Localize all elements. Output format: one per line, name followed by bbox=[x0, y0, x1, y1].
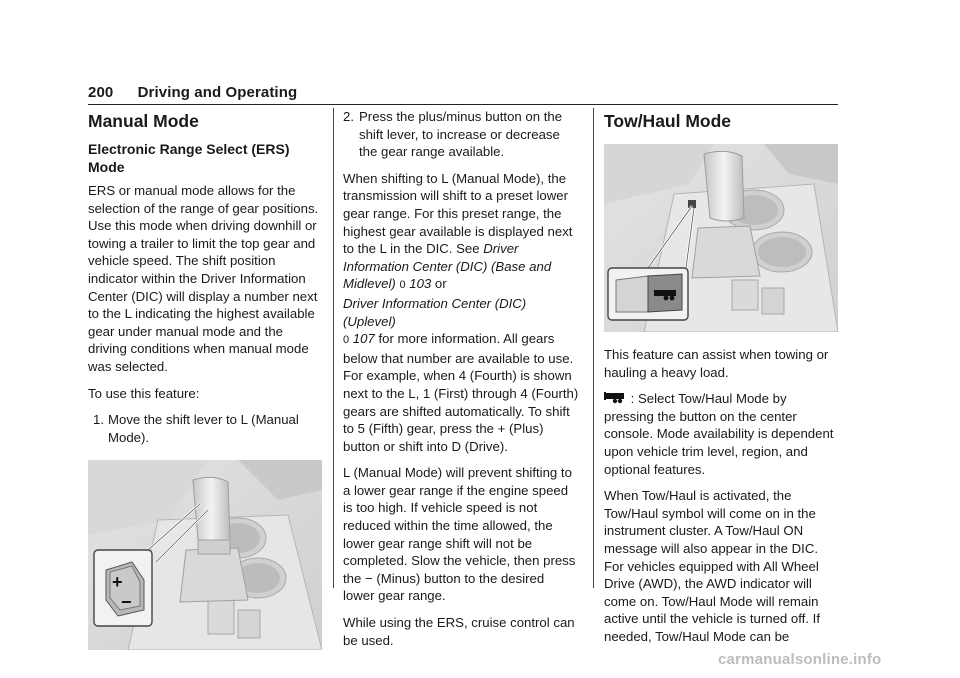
step-2-text: Press the plus/minus button on the shift lever, to increase or decrease the gear range available. bbox=[359, 109, 563, 160]
shifting-paragraph bbox=[343, 170, 579, 456]
shifting-text-b: for more information. All gears below that number are available to use. For example, when 4 (Fourth) is shown next to the L, 1 (First) through 4 (Fourth) gears are shifted automatically. To shift to 5 (Fifth) gear, press the + (Plus) button or shift into D (Drive). bbox=[343, 331, 579, 454]
column-1 bbox=[88, 108, 324, 650]
ers-paragraph: ERS or manual mode allows for the selection of the range of gear positions. Use this mode when driving downhill or towing a trailer to limit the top gear and vehicle speed. The shift position indicator within the Driver Information Center (DIC) will display a number next to the L indicating the highest available gear under manual mode and the driving conditions when manual mode was selected. bbox=[88, 183, 319, 374]
tow-haul-button-illustration bbox=[604, 144, 838, 332]
tow-select-text: : Select Tow/Haul Mode by pressing the button on the center console. Mode availability is dependent upon vehicle trim level, region, and optional features. bbox=[604, 391, 834, 477]
step-1 bbox=[88, 411, 324, 446]
tow-haul-icon bbox=[604, 392, 624, 404]
dic-uplevel-page[interactable]: 107 bbox=[352, 331, 375, 347]
step-2 bbox=[343, 108, 579, 161]
column-divider-2 bbox=[593, 108, 594, 588]
tow-select-paragraph bbox=[604, 390, 840, 478]
tow-assist-paragraph: This feature can assist when towing or hauling a heavy load. bbox=[604, 347, 829, 380]
use-feature-paragraph: To use this feature: bbox=[88, 385, 200, 401]
tow-activated-paragraph: When Tow/Haul is activated, the Tow/Haul symbol will come on in the instrument cluster. A Tow/Haul ON message will also appear in the DIC. For vehicles equipped with All Wheel Drive (AWD), the AWD indicator will come on. Tow/Haul Mode will remain active until the vehicle is turned off. If needed, Tow/Haul Mode can be bbox=[604, 488, 821, 644]
manual-mode-heading: Manual Mode bbox=[88, 111, 199, 131]
step-1-text: Move the shift lever to L (Manual Mode). bbox=[108, 412, 299, 445]
cruise-paragraph: While using the ERS, cruise control can be used. bbox=[343, 615, 575, 648]
page-header bbox=[88, 84, 838, 101]
step-1-number: 1. bbox=[93, 412, 104, 428]
minus-symbol: − bbox=[121, 592, 132, 613]
dic-base-page[interactable]: 103 bbox=[409, 276, 432, 292]
tow-haul-heading: Tow/Haul Mode bbox=[604, 111, 732, 131]
dic-base-ref-link[interactable]: Driver Information Center (DIC) (Base and Midlevel) bbox=[343, 241, 552, 292]
section-title: Driving and Operating bbox=[137, 84, 298, 101]
step-2-number: 2. bbox=[343, 109, 354, 124]
column-2 bbox=[343, 108, 579, 658]
page-reference-icon: 0 bbox=[343, 334, 350, 347]
watermark: carmanualsonline.info bbox=[718, 651, 882, 668]
dic-uplevel-ref-link[interactable]: Driver Information Center (DIC) (Uplevel) bbox=[343, 295, 527, 329]
plus-symbol: + bbox=[112, 572, 123, 593]
or-text: or bbox=[431, 276, 447, 292]
page-reference-icon: 0 bbox=[399, 279, 406, 292]
page-number: 200 bbox=[88, 84, 114, 101]
shift-lever-plus-minus-illustration bbox=[88, 460, 322, 650]
header-rule bbox=[88, 104, 838, 105]
ers-subheading: Electronic Range Select (ERS) Mode bbox=[88, 141, 290, 175]
column-3 bbox=[604, 108, 840, 655]
shifting-text-a: When shifting to L (Manual Mode), the transmission will shift to a preset lower gear range. For this preset range, the highest gear available is displayed next to the L in the DIC. See bbox=[343, 170, 573, 257]
manual-mode-prevent-paragraph: L (Manual Mode) will prevent shifting to a lower gear range if the engine speed is too high. If vehicle speed is not reduced within the time allowed, the lower gear range shift will not be completed. Slow the vehicle, then press the − (Minus) button to the desired lower gear range. bbox=[343, 465, 576, 604]
column-divider-1 bbox=[333, 108, 334, 588]
